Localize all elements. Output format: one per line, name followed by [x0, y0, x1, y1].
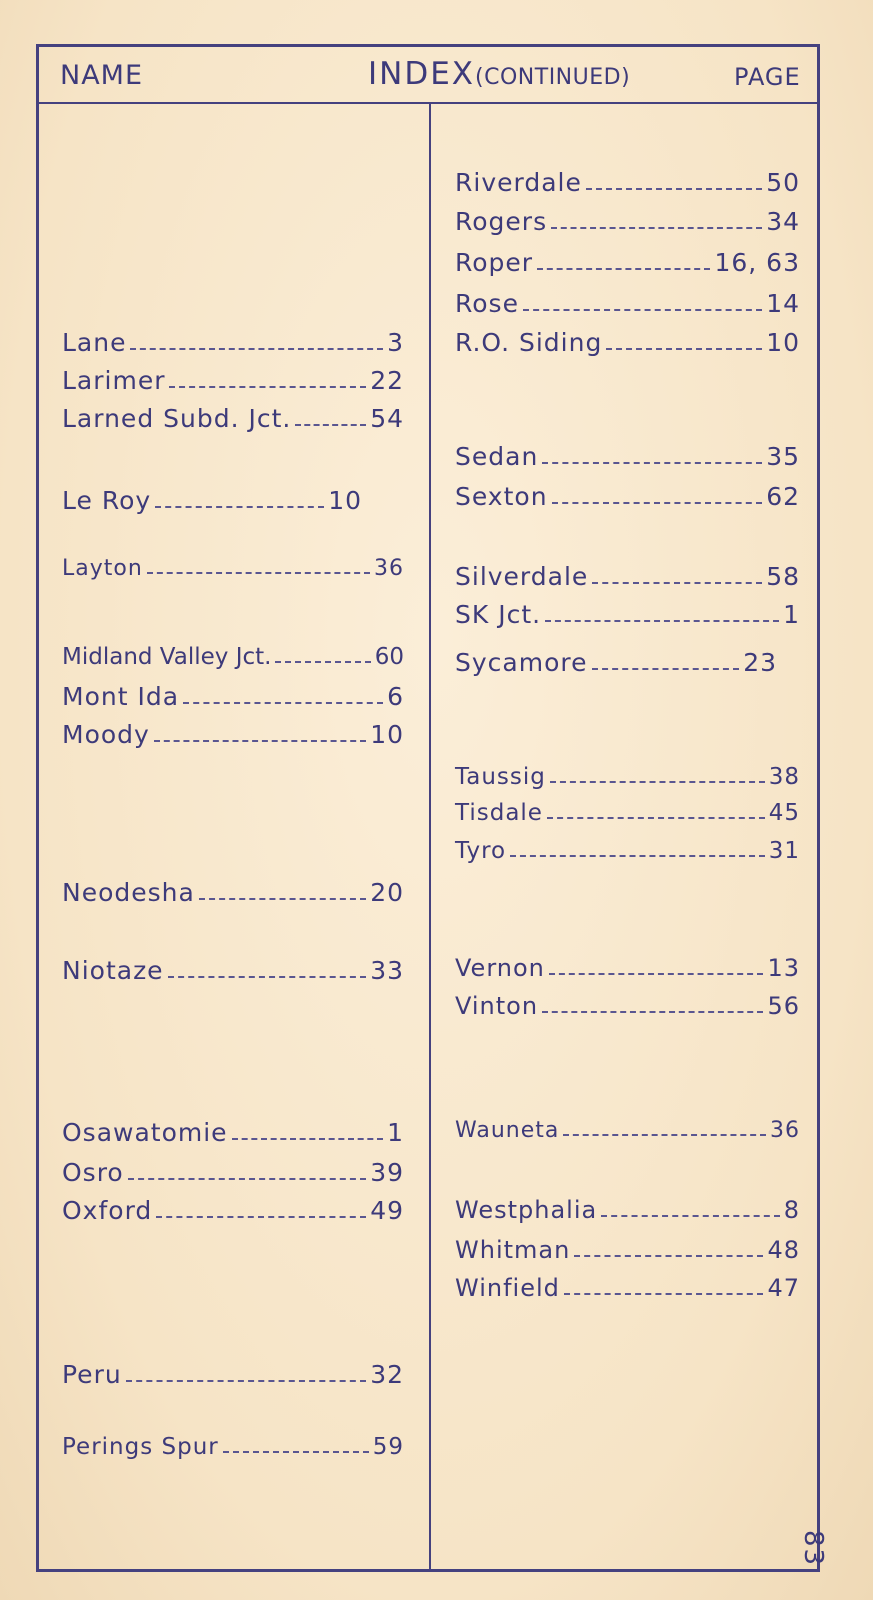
leader-dashes — [564, 1293, 764, 1295]
entry-name: Wauneta — [455, 1118, 560, 1143]
title-sub: (CONTINUED) — [475, 65, 631, 90]
index-entry — [455, 954, 800, 982]
entry-name: Peru — [62, 1360, 122, 1389]
leader-dashes — [199, 898, 366, 900]
leader-dashes — [586, 188, 762, 190]
index-entry — [455, 600, 800, 629]
leader-dashes — [552, 502, 763, 504]
entry-page: 48 — [767, 1236, 800, 1264]
entry-name: Mont Ida — [62, 682, 180, 711]
entry-name: Larimer — [62, 366, 166, 395]
entry-name: Tisdale — [455, 800, 543, 826]
entry-name: Osawatomie — [62, 1118, 228, 1147]
leader-dashes — [542, 1011, 763, 1013]
leader-dashes — [126, 1380, 366, 1382]
entry-name: Taussig — [455, 764, 546, 790]
entry-name: Layton — [62, 556, 143, 581]
leader-dashes — [563, 1134, 766, 1136]
index-entry — [62, 1118, 404, 1147]
entry-name: Moody — [62, 720, 150, 749]
page-number: 83 — [798, 1530, 828, 1568]
entry-page: 10 — [370, 720, 404, 749]
entry-name: Sexton — [455, 482, 548, 511]
entry-name: Osro — [62, 1158, 124, 1187]
header-divider — [36, 102, 820, 104]
entry-page: 47 — [767, 1274, 800, 1302]
leader-dashes — [154, 740, 366, 742]
entry-page: 39 — [370, 1158, 404, 1187]
entry-name: Westphalia — [455, 1196, 598, 1224]
entry-name: Perings Spur — [62, 1434, 219, 1460]
leader-dashes — [606, 348, 762, 350]
entry-page: 38 — [768, 764, 800, 790]
leader-dashes — [168, 976, 367, 978]
leader-dashes — [169, 386, 366, 388]
leader-dashes — [130, 348, 383, 350]
leader-dashes — [232, 1138, 384, 1140]
entry-page: 6 — [387, 682, 404, 711]
entry-page: 31 — [768, 838, 800, 864]
index-entry — [455, 442, 800, 471]
entry-name: Rose — [455, 289, 519, 318]
entry-page: 33 — [370, 956, 404, 985]
entry-name: Larned Subd. Jct. — [62, 404, 292, 433]
index-entry — [455, 482, 800, 511]
entry-name: Oxford — [62, 1196, 153, 1225]
index-entry — [62, 956, 404, 985]
entry-name: R.O. Siding — [455, 328, 603, 357]
entry-name: Le Roy — [62, 486, 152, 515]
entry-page: 20 — [370, 878, 404, 907]
leader-dashes — [183, 702, 383, 704]
leader-dashes — [223, 1451, 369, 1453]
entry-name: Tyro — [455, 838, 507, 864]
entry-page: 14 — [766, 289, 800, 318]
index-entry — [62, 328, 404, 357]
title-main: INDEX — [368, 56, 476, 92]
leader-dashes — [155, 506, 324, 508]
leader-dashes — [128, 1178, 366, 1180]
leader-dashes — [295, 424, 366, 426]
index-entry — [455, 800, 800, 826]
entry-name: Winfield — [455, 1274, 560, 1302]
entry-page: 16, 63 — [714, 248, 800, 277]
entry-page: 8 — [783, 1196, 800, 1224]
leader-dashes — [545, 620, 779, 622]
index-entry — [62, 720, 404, 749]
index-entry — [455, 1118, 800, 1143]
entry-page: 22 — [370, 366, 404, 395]
entry-page: 54 — [370, 404, 404, 433]
leader-dashes — [550, 781, 765, 783]
entry-page: 3 — [387, 328, 404, 357]
entry-page: 35 — [766, 442, 800, 471]
entry-name: Sycamore — [455, 648, 588, 677]
entry-name: Rogers — [455, 207, 548, 236]
index-entry — [455, 248, 800, 277]
leader-dashes — [601, 1215, 780, 1217]
index-entry — [62, 366, 404, 395]
leader-dashes — [592, 668, 740, 670]
index-entry — [455, 562, 800, 591]
entry-page: 10 — [328, 486, 362, 515]
index-entry — [455, 648, 777, 677]
entry-page: 1 — [783, 600, 800, 629]
index-entry — [455, 1236, 800, 1264]
entry-page: 58 — [766, 562, 800, 591]
index-entry — [62, 644, 404, 670]
index-entry — [62, 682, 404, 711]
entry-page: 45 — [768, 800, 800, 826]
index-entry — [455, 289, 800, 318]
leader-dashes — [510, 855, 765, 857]
leader-dashes — [574, 1255, 763, 1257]
entry-page: 50 — [766, 168, 800, 197]
entry-name: SK Jct. — [455, 600, 542, 629]
entry-page: 56 — [767, 992, 800, 1020]
index-entry — [455, 168, 800, 197]
index-entry — [455, 328, 800, 357]
page-column-header: PAGE — [734, 63, 801, 91]
index-entry — [62, 1434, 404, 1460]
entry-name: Lane — [62, 328, 127, 357]
entry-name: Sedan — [455, 442, 539, 471]
entry-page: 62 — [766, 482, 800, 511]
index-entry — [62, 878, 404, 907]
index-entry — [62, 404, 404, 433]
index-entry — [455, 207, 800, 236]
index-entry — [455, 992, 800, 1020]
entry-name: Vernon — [455, 954, 545, 982]
index-entry — [455, 1274, 800, 1302]
page-title — [368, 56, 630, 92]
index-entry — [62, 1196, 404, 1225]
entry-page: 59 — [372, 1434, 404, 1460]
entry-page: 60 — [374, 644, 404, 670]
entry-name: Vinton — [455, 992, 539, 1020]
leader-dashes — [147, 572, 370, 574]
entry-name: Midland Valley Jct. — [62, 644, 272, 670]
leader-dashes — [275, 661, 370, 663]
entry-page: 23 — [743, 648, 777, 677]
index-entry — [455, 764, 800, 790]
entry-name: Neodesha — [62, 878, 195, 907]
name-column-header: NAME — [60, 60, 144, 91]
leader-dashes — [542, 462, 762, 464]
entry-name: Whitman — [455, 1236, 571, 1264]
leader-dashes — [156, 1216, 366, 1218]
column-divider — [429, 104, 431, 1570]
leader-dashes — [549, 973, 764, 975]
entry-page: 49 — [370, 1196, 404, 1225]
leader-dashes — [523, 309, 762, 311]
index-entry — [455, 1196, 800, 1224]
entry-name: Niotaze — [62, 956, 164, 985]
entry-page: 13 — [767, 954, 800, 982]
index-entry — [455, 838, 800, 864]
index-entry — [62, 1360, 404, 1389]
entry-page: 36 — [374, 556, 404, 581]
leader-dashes — [551, 227, 762, 229]
entry-page: 10 — [766, 328, 800, 357]
leader-dashes — [547, 817, 765, 819]
entry-page: 32 — [370, 1360, 404, 1389]
index-entry — [62, 486, 362, 515]
entry-name: Silverdale — [455, 562, 589, 591]
entry-name: Riverdale — [455, 168, 582, 197]
index-entry — [62, 1158, 404, 1187]
leader-dashes — [592, 582, 762, 584]
entry-page: 34 — [766, 207, 800, 236]
index-entry — [62, 556, 404, 581]
entry-name: Roper — [455, 248, 534, 277]
entry-page: 36 — [770, 1118, 800, 1143]
leader-dashes — [537, 268, 710, 270]
entry-page: 1 — [387, 1118, 404, 1147]
